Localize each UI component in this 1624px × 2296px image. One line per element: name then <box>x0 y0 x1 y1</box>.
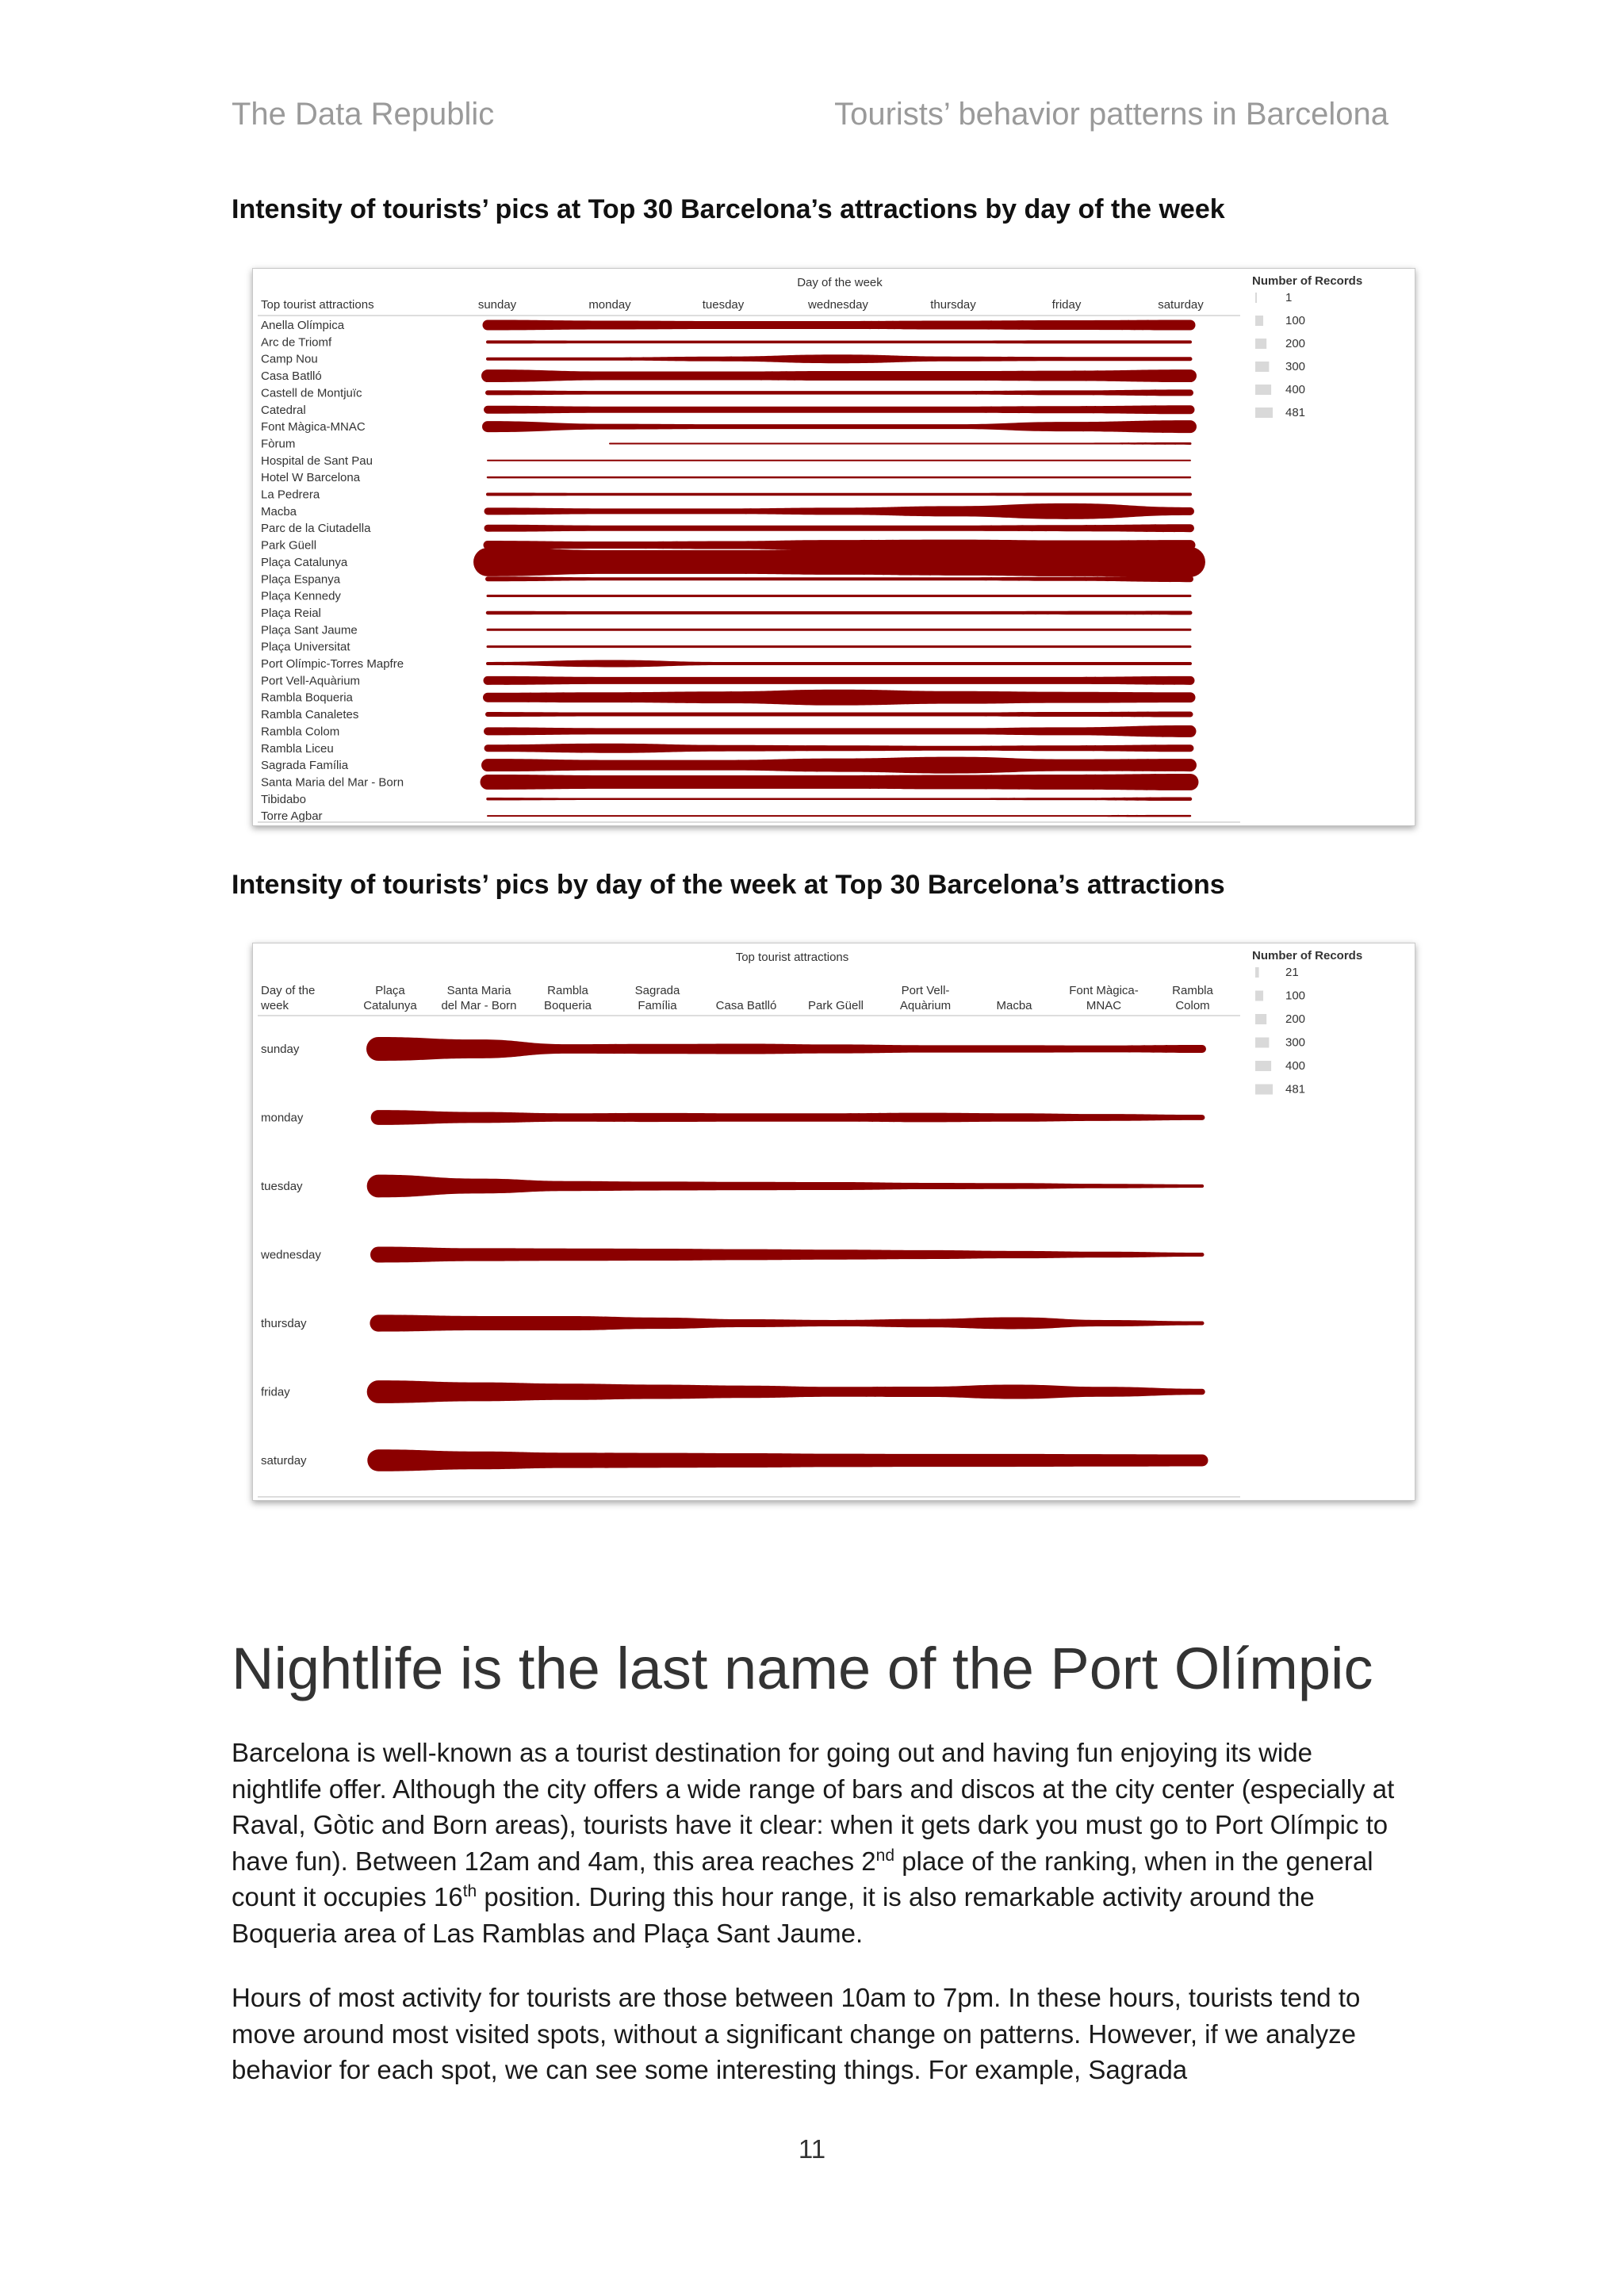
intensity-band <box>486 340 1192 343</box>
column-header: Day of the week <box>797 276 883 289</box>
intensity-band <box>486 610 1193 614</box>
legend-swatch <box>1255 967 1259 978</box>
intensity-band <box>487 629 1192 631</box>
row-label: Catedral <box>261 403 306 417</box>
row-label: Rambla Canaletes <box>261 708 359 722</box>
intensity-band <box>481 369 1197 382</box>
row-label: Fòrum <box>261 437 296 451</box>
intensity-band <box>485 524 1194 532</box>
row-label: Casa Batlló <box>261 369 322 384</box>
column-label-line: Família <box>638 999 677 1012</box>
row-label: wednesday <box>261 1248 321 1262</box>
intensity-band <box>366 1037 1206 1061</box>
legend-value: 100 <box>1285 314 1306 327</box>
row-label: Hotel W Barcelona <box>261 471 361 485</box>
column-label-line: Macba <box>996 999 1032 1012</box>
column-label <box>1172 984 1213 1012</box>
column-label <box>900 984 951 1012</box>
legend-value: 300 <box>1285 360 1306 373</box>
paragraph-2: Hours of most activity for tourists are those between 10am to 7pm. In these hours, tourists tend to move around most visited spots, without a significant change on patterns. However, if we analyze behavior for each spot, we can see some interesting things. For example, Sagrada <box>232 1983 1361 2085</box>
row-label: Plaça Reial <box>261 606 321 620</box>
row-label: Plaça Espanya <box>261 572 341 587</box>
row-label: Font Màgica-MNAC <box>261 420 366 434</box>
chart-2-panel <box>252 943 1415 1501</box>
intensity-band <box>481 757 1197 774</box>
column-label-line: Sagrada <box>634 984 680 997</box>
intensity-band <box>485 712 1193 718</box>
legend-swatch <box>1255 1061 1271 1071</box>
column-header: Top tourist attractions <box>735 951 849 964</box>
row-label: friday <box>261 1385 290 1399</box>
row-label: Castell de Montjuïc <box>261 386 362 400</box>
row-label: sunday <box>261 1043 300 1056</box>
column-label-line: Port Vell- <box>901 984 950 997</box>
section-title: Nightlife is the last name of the Port Olímpic <box>232 1636 1373 1701</box>
intensity-band <box>486 354 1192 363</box>
row-label: Hospital de Sant Pau <box>261 453 373 468</box>
chart-1-svg <box>253 269 1415 825</box>
legend-swatch <box>1255 385 1271 395</box>
legend-value: 1 <box>1285 291 1293 304</box>
intensity-band <box>485 389 1193 396</box>
row-label: saturday <box>261 1454 307 1468</box>
intensity-band <box>486 660 1192 668</box>
row-label: Rambla Colom <box>261 725 340 739</box>
legend-swatch <box>1255 1014 1266 1024</box>
column-label-line: Rambla <box>1172 984 1213 997</box>
running-header-left: The Data Republic <box>232 97 495 132</box>
column-label-sunday: sunday <box>477 298 517 312</box>
intensity-band <box>487 460 1191 461</box>
paragraph-1 <box>232 1735 1405 1952</box>
row-label: Parc de la Ciutadella <box>261 522 371 536</box>
column-label <box>1069 984 1139 1012</box>
column-label-saturday: saturday <box>1158 298 1204 312</box>
intensity-band <box>486 798 1192 801</box>
legend-value: 300 <box>1285 1035 1306 1050</box>
chart-2-svg <box>253 943 1415 1500</box>
intensity-band <box>482 420 1197 433</box>
row-label: Santa Maria del Mar - Born <box>261 775 404 790</box>
row-label: Torre Agbar <box>261 809 323 824</box>
intensity-band <box>371 1110 1205 1125</box>
column-label-thursday: thursday <box>930 298 976 312</box>
row-label: Plaça Kennedy <box>261 589 341 603</box>
legend-swatch <box>1255 408 1273 418</box>
intensity-band <box>367 1380 1205 1403</box>
row-label: Macba <box>261 504 297 519</box>
column-label <box>441 984 516 1012</box>
row-label: Rambla Liceu <box>261 741 334 756</box>
intensity-band <box>483 690 1195 706</box>
column-label <box>363 984 417 1012</box>
legend-swatch <box>1255 316 1263 326</box>
column-label <box>635 984 680 1012</box>
column-label <box>544 984 592 1012</box>
column-label-line: Plaça <box>375 984 405 997</box>
legend-value: 400 <box>1285 383 1306 396</box>
intensity-band <box>485 503 1194 519</box>
intensity-band <box>484 676 1195 685</box>
intensity-band <box>487 476 1191 478</box>
row-label: Anella Olímpica <box>261 319 345 332</box>
column-label-tuesday: tuesday <box>702 298 745 312</box>
row-label: Park Güell <box>261 538 317 553</box>
row-label: monday <box>261 1111 304 1125</box>
legend-value: 200 <box>1285 337 1306 350</box>
column-label-line: del Mar - Born <box>441 999 517 1012</box>
legend-swatch <box>1255 1038 1269 1048</box>
chart-1-panel <box>252 268 1415 826</box>
intensity-band <box>370 1247 1204 1263</box>
legend-value: 21 <box>1285 966 1299 979</box>
column-label-line: Catalunya <box>363 999 417 1012</box>
row-header-line-2: week <box>261 999 289 1012</box>
figure-1-title: Intensity of tourists’ pics at Top 30 Barcelona’s attractions by day of the week <box>232 194 1225 224</box>
row-label: thursday <box>261 1317 307 1330</box>
paragraph-1-part-a: Barcelona is well-known as a tourist destination for going out and having fun enjoying its wide nightlife offer. Although the city offers a wide range of bars and discos at the city center (especially at Raval, Gòtic and Born areas), tourists have it clear: when it gets dark you must go to Port Olímpic to have fun). Between 12am and 4am, this area reaches 2 <box>232 1738 1395 1876</box>
column-label-line: Santa Maria <box>446 984 511 997</box>
column-label <box>716 999 777 1012</box>
row-label: Arc de Triomf <box>261 335 332 350</box>
column-label-line: Park Güell <box>807 999 864 1012</box>
row-label: La Pedrera <box>261 488 320 502</box>
column-label-monday: monday <box>588 298 631 312</box>
intensity-band <box>367 1449 1208 1471</box>
intensity-band <box>483 320 1196 331</box>
row-label: Plaça Sant Jaume <box>261 623 358 637</box>
legend-swatch <box>1255 991 1263 1001</box>
figure-2-title: Intensity of tourists’ pics by day of the week at Top 30 Barcelona’s attractions <box>232 870 1225 900</box>
intensity-band <box>485 576 1193 582</box>
legend-swatch <box>1255 339 1266 349</box>
intensity-band <box>484 725 1196 737</box>
intensity-band <box>370 1314 1204 1331</box>
column-label-line: Casa Batlló <box>715 999 777 1012</box>
column-label-line: Colom <box>1175 999 1210 1012</box>
column-label <box>808 999 864 1012</box>
intensity-band <box>487 815 1191 817</box>
row-header: Top tourist attractions <box>261 298 374 312</box>
legend-value: 481 <box>1285 406 1306 419</box>
legend-value: 100 <box>1285 989 1306 1003</box>
paragraph-1-part-c: position. During this hour range, it is also remarkable activity around the Boqueria area of Las Ramblas and Plaça Sant Jaume. <box>232 1882 1315 1948</box>
intensity-band <box>473 547 1205 577</box>
legend-value: 481 <box>1285 1082 1306 1096</box>
superscript-nd: nd <box>875 1846 895 1865</box>
legend-swatch <box>1255 362 1269 372</box>
row-label: Rambla Boqueria <box>261 691 353 705</box>
column-label <box>996 999 1032 1012</box>
legend-value: 400 <box>1285 1059 1306 1073</box>
intensity-band <box>486 493 1192 496</box>
column-label-line: MNAC <box>1086 999 1122 1012</box>
page-number: 11 <box>798 2134 826 2164</box>
legend-swatch <box>1255 293 1257 303</box>
legend-title: Number of Records <box>1252 949 1363 962</box>
intensity-band <box>367 1175 1205 1198</box>
intensity-band <box>484 405 1194 414</box>
paragraph-1-part-b: place of the ranking, when in the general count it occupies 16 <box>232 1846 1373 1912</box>
row-header-line-1: Day of the <box>261 984 316 997</box>
column-label-line: Boqueria <box>543 999 592 1012</box>
intensity-band <box>481 774 1199 790</box>
legend-value: 200 <box>1285 1012 1306 1026</box>
row-label: Plaça Catalunya <box>261 555 348 569</box>
row-label: Sagrada Família <box>261 759 349 773</box>
row-label: Tibidabo <box>261 792 306 806</box>
column-label-line: Font Màgica- <box>1069 984 1139 997</box>
intensity-band <box>487 595 1192 597</box>
superscript-th: th <box>462 1882 477 1901</box>
column-label-line: Aquàrium <box>899 999 952 1012</box>
intensity-band <box>485 744 1194 753</box>
row-label: Port Olímpic-Torres Mapfre <box>261 657 404 671</box>
row-label: tuesday <box>261 1180 303 1193</box>
column-label-wednesday: wednesday <box>808 298 868 312</box>
legend-swatch <box>1255 1085 1273 1095</box>
row-label: Port Vell-Aquàrium <box>261 674 361 688</box>
legend-title: Number of Records <box>1252 274 1363 288</box>
column-label-line: Rambla <box>547 984 588 997</box>
running-header-right: Tourists’ behavior patterns in Barcelona <box>834 97 1388 132</box>
column-label-friday: friday <box>1051 298 1082 312</box>
row-label: Plaça Universitat <box>261 640 350 654</box>
intensity-band <box>487 645 1192 648</box>
intensity-band <box>609 442 1191 445</box>
row-label: Camp Nou <box>261 352 318 366</box>
